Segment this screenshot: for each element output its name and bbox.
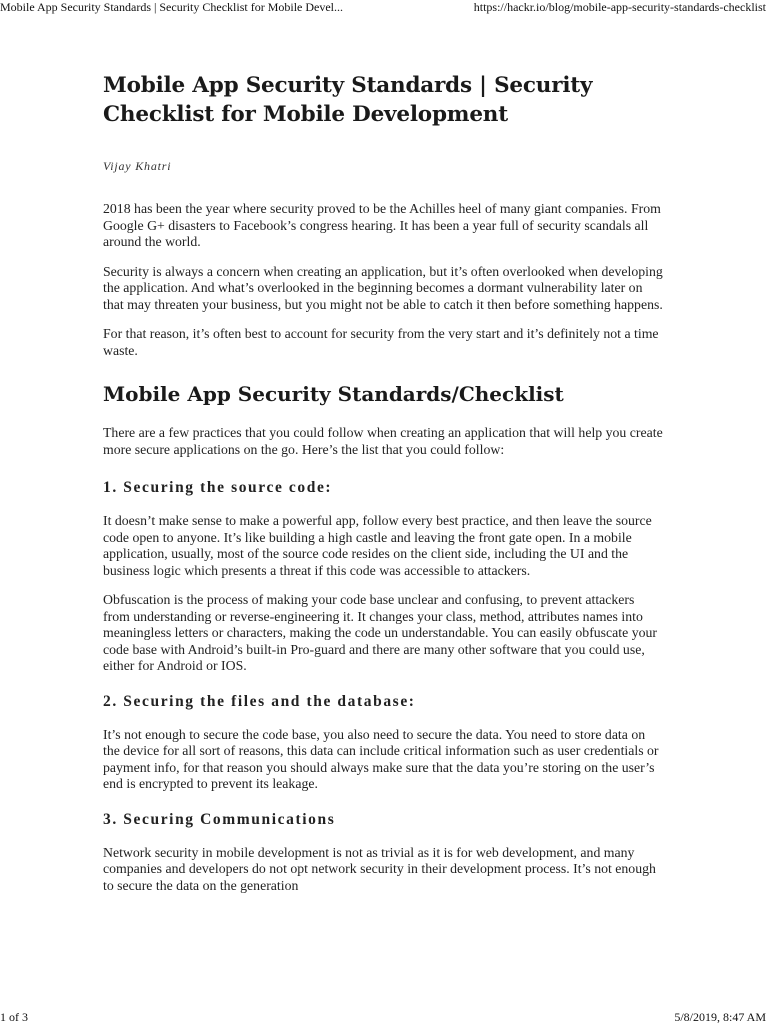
page-number: 1 of 3 bbox=[0, 1010, 28, 1024]
subsection-heading-communications: 3. Securing Communications bbox=[103, 810, 336, 828]
subsection-paragraph: Network security in mobile development is not as trivial as it is for web development, and many companies and developers do not opt network security in their development process. It’s not enough to secure the data on the generation bbox=[103, 844, 656, 893]
intro-paragraph: For that reason, it’s often best to account for security from the very start and it’s definitely not a time waste. bbox=[103, 326, 659, 358]
print-header bbox=[0, 0, 768, 16]
intro-paragraph: Security is always a concern when creating an application, but it’s often overlooked when developing the application. And what’s overlooked in the beginning becomes a dormant vulnerability later on that may threaten your business, but you might not be able to catch it then before something happens. bbox=[103, 263, 663, 312]
article-title-line-2: Checklist for Mobile Development bbox=[103, 102, 508, 127]
print-url: https://hackr.io/blog/mobile-app-security-standards-checklist bbox=[473, 0, 766, 14]
section-intro-paragraph: There are a few practices that you could follow when creating an application that will help you create more secure applications on the go. Here’s the list that you could follow: bbox=[103, 425, 663, 457]
author-name: Vijay Khatri bbox=[103, 159, 172, 173]
subsection-paragraph: It doesn’t make sense to make a powerful app, follow every best practice, and then leave the source code open to anyone. It’s like building a high castle and leaving the front gate open. In a mobile application, usually, most of the source code resides on the client side, including the UI and the business logic which presents a threat if this code was accessible to attackers. bbox=[103, 513, 652, 578]
article-title bbox=[103, 71, 663, 129]
subsection-heading-source-code: 1. Securing the source code: bbox=[103, 479, 333, 496]
subsection-paragraph: Obfuscation is the process of making your code base unclear and confusing, to prevent attackers from understanding or reverse-engineering it. It changes your class, method, attributes names into meaningless letters or characters, making the code un understandable. You can easily obfuscate your code base with Android’s built-in Pro-guard and there are many other software that you could use, either for Android or IOS. bbox=[103, 592, 657, 673]
article bbox=[103, 71, 663, 894]
article-title-line-1: Mobile App Security Standards | Security bbox=[103, 73, 593, 98]
section-heading: Mobile App Security Standards/Checklist bbox=[103, 382, 564, 406]
print-page-title: Mobile App Security Standards | Security Checklist for Mobile Devel... bbox=[0, 0, 344, 14]
print-timestamp: 5/8/2019, 8:47 AM bbox=[674, 1010, 766, 1024]
print-footer bbox=[0, 1010, 768, 1024]
subsection-paragraph: It’s not enough to secure the code base, you also need to secure the data. You need to store data on the device for all sort of reasons, this data can include critical information such as user credentials or payment info, for that reason you should always make sure that the data you’re storing on the user’s end is encrypted to prevent its leakage. bbox=[103, 726, 659, 791]
intro-paragraph: 2018 has been the year where security proved to be the Achilles heel of many giant companies. From Google G+ disasters to Facebook’s congress hearing. It has been a year full of security scandals all around the world. bbox=[103, 201, 661, 249]
subsection-heading-files-database: 2. Securing the files and the database: bbox=[103, 692, 416, 710]
